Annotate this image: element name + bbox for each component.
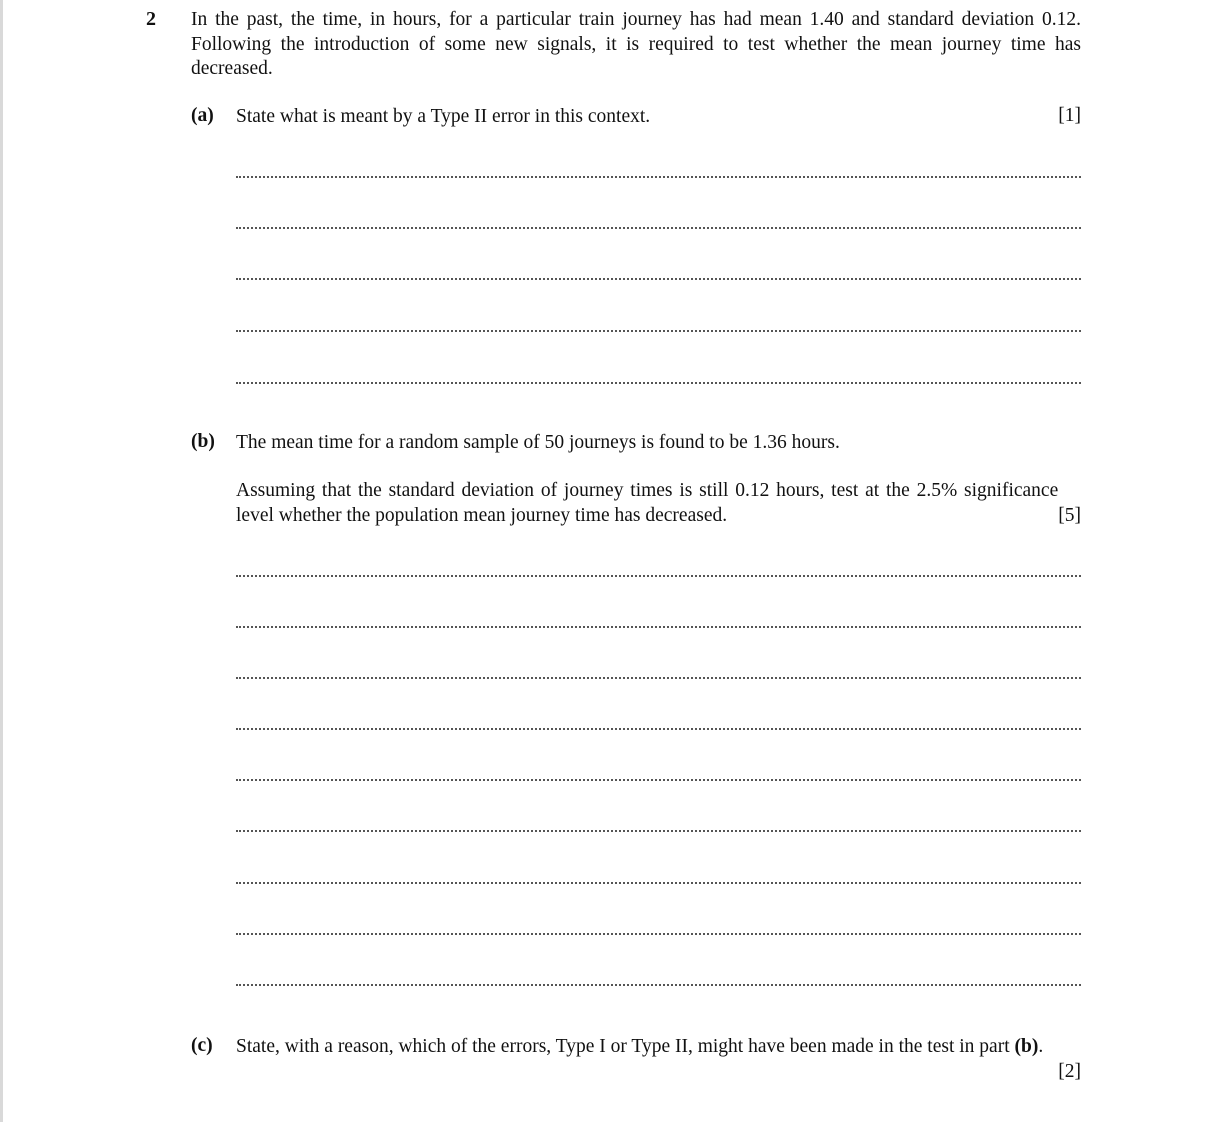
answer-line-b-6[interactable] — [236, 830, 1081, 832]
part-c-text — [236, 1035, 1081, 1084]
part-b-marks: [5] — [1058, 504, 1081, 526]
answer-line-b-5[interactable] — [236, 779, 1081, 781]
part-b-text-1: The mean time for a random sample of 50 journeys is found to be 1.36 hours. — [236, 432, 840, 453]
answer-line-b-9[interactable] — [236, 984, 1081, 986]
question-number: 2 — [146, 8, 156, 30]
answer-line-b-4[interactable] — [236, 728, 1081, 730]
answer-line-a-3[interactable] — [236, 278, 1081, 280]
answer-line-b-7[interactable] — [236, 882, 1081, 884]
page-left-edge — [0, 0, 3, 1122]
part-b-instruction: Assuming that the standard deviation of journey times is still 0.12 hours, test at the 2.5% significance level whether the population mean journey time has decreased. — [236, 480, 1059, 526]
answer-line-b-1[interactable] — [236, 575, 1081, 577]
part-c-label: (c) — [191, 1035, 213, 1056]
answer-line-b-2[interactable] — [236, 626, 1081, 628]
answer-line-a-1[interactable] — [236, 176, 1081, 178]
part-c-end: . — [1038, 1036, 1044, 1057]
answer-line-b-8[interactable] — [236, 933, 1081, 935]
answer-line-a-5[interactable] — [236, 382, 1081, 384]
question-stem: In the past, the time, in hours, for a particular train journey has had mean 1.40 and standard deviation 0.12. Following the introduction of some new signals, it is required to test whether the mean journey time has decreased. — [191, 9, 1081, 79]
part-a-label: (a) — [191, 105, 214, 126]
part-b-label: (b) — [191, 431, 215, 452]
part-c-reference: (b) — [1014, 1036, 1039, 1057]
part-b-text-2 — [236, 479, 1081, 528]
part-a-marks: [1] — [1058, 105, 1081, 126]
part-c-marks: [2] — [1058, 1060, 1081, 1082]
answer-line-a-4[interactable] — [236, 330, 1081, 332]
answer-line-b-3[interactable] — [236, 677, 1081, 679]
answer-line-a-2[interactable] — [236, 227, 1081, 229]
part-c-instruction: State, with a reason, which of the errors, Type I or Type II, might have been made in the test in part — [236, 1036, 1010, 1057]
part-a-text: State what is meant by a Type II error in this context. — [236, 106, 651, 127]
